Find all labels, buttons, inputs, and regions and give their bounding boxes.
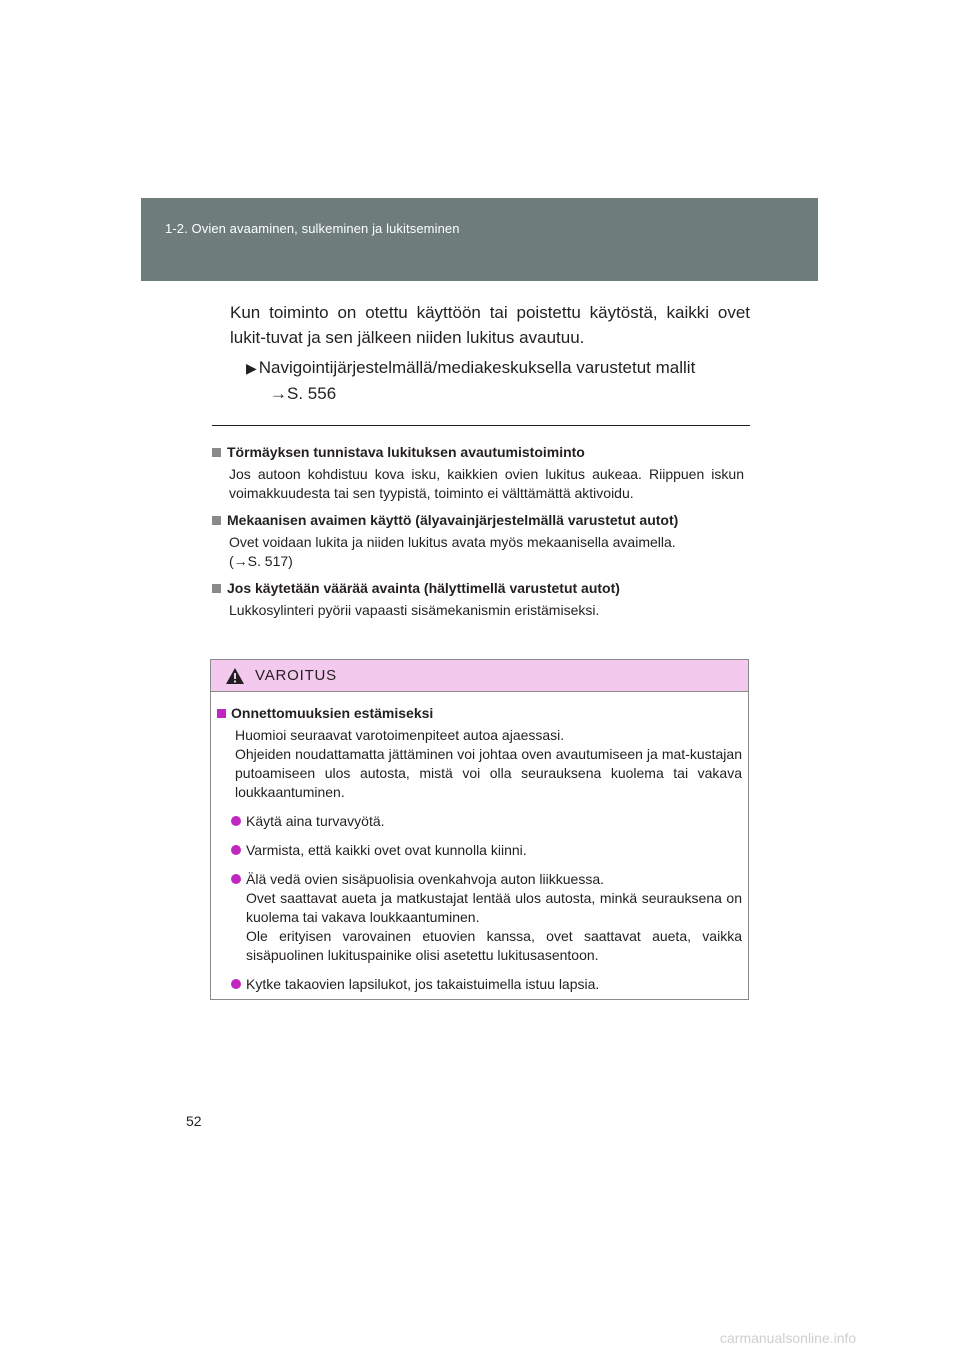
- note-item: [212, 511, 744, 571]
- warning-bullet: Käytä aina turvavyötä.: [231, 812, 742, 831]
- page-number: 52: [186, 1113, 202, 1129]
- warning-header: [211, 660, 748, 692]
- circle-bullet-icon: [231, 874, 241, 884]
- note-item: [212, 579, 744, 620]
- note-title: Mekaanisen avaimen käyttö (älyavainjärjestelmällä varustetut autot): [212, 511, 744, 529]
- page-reference[interactable]: (→S. 517): [229, 553, 293, 569]
- circle-bullet-icon: [231, 816, 241, 826]
- intro-text: [230, 300, 750, 350]
- section-divider: [212, 425, 750, 426]
- section-header-band: [141, 198, 818, 281]
- page-reference[interactable]: →S. 556: [270, 384, 337, 403]
- nav-item-label: Navigointijärjestelmällä/mediakeskuksella varustetut mallit: [258, 358, 696, 377]
- warning-paragraph: Huomioi seuraavat varotoimenpiteet autoa ajaessasi. Ohjeiden noudattamatta jättäminen voi johtaa oven avautumiseen ja mat-kustajan putoamiseen ulos autosta, mistä voi olla seurauksena kuolema tai vakava loukkaantuminen.: [235, 727, 742, 800]
- circle-bullet-icon: [231, 845, 241, 855]
- watermark: carmanualsonline.info: [720, 1330, 857, 1346]
- note-title: Törmäyksen tunnistava lukituksen avautumistoiminto: [212, 443, 744, 461]
- warning-bullet: Älä vedä ovien sisäpuolisia ovenkahvoja auton liikkuessa. Ovet saattavat aueta ja matkustajat lentää ulos autosta, minkä seurauksena on kuolema tai vakava loukkaantuminen. Ole erityisen varovainen etuovien kanssa, ovet saattavat aueta, vaikka sisäpuolinen lukituspainike olisi asetettu lukitusasentoon.: [231, 870, 742, 965]
- warning-bullet: Kytke takaovien lapsilukot, jos takaistuimella istuu lapsia.: [231, 975, 742, 994]
- note-body: Jos autoon kohdistuu kova isku, kaikkien ovien lukitus aukeaa. Riippuen iskun voimakkuudesta tai sen tyypistä, toiminto ei välttämättä aktivoidu.: [229, 466, 744, 501]
- note-item: [212, 443, 744, 503]
- warning-triangle-icon: [225, 667, 245, 685]
- nav-item: [246, 358, 695, 378]
- warning-content: [211, 692, 748, 994]
- square-bullet-icon: [212, 584, 221, 593]
- warning-label: VAROITUS: [255, 667, 337, 684]
- note-body: Lukkosylinteri pyörii vapaasti sisämekanismin eristämiseksi.: [229, 602, 600, 618]
- warning-title: Onnettomuuksien estämiseksi: [217, 704, 742, 722]
- notes-section: [212, 443, 744, 628]
- section-title: 1-2. Ovien avaaminen, sulkeminen ja lukitseminen: [165, 221, 460, 236]
- warning-bullet: Varmista, että kaikki ovet ovat kunnolla kiinni.: [231, 841, 742, 860]
- note-body: Ovet voidaan lukita ja niiden lukitus avata myös mekaanisella avaimella. (→S. 517): [229, 534, 676, 569]
- square-bullet-icon: [217, 709, 226, 718]
- circle-bullet-icon: [231, 979, 241, 989]
- intro-paragraph: Kun toiminto on otettu käyttöön tai poistettu käytöstä, kaikki ovet lukit-tuvat ja sen jälkeen niiden lukitus avautuu.: [230, 303, 750, 347]
- warning-box: [210, 659, 749, 1000]
- triangle-right-icon: ▶: [246, 360, 257, 376]
- note-title: Jos käytetään väärää avainta (hälyttimellä varustetut autot): [212, 579, 744, 597]
- square-bullet-icon: [212, 516, 221, 525]
- square-bullet-icon: [212, 448, 221, 457]
